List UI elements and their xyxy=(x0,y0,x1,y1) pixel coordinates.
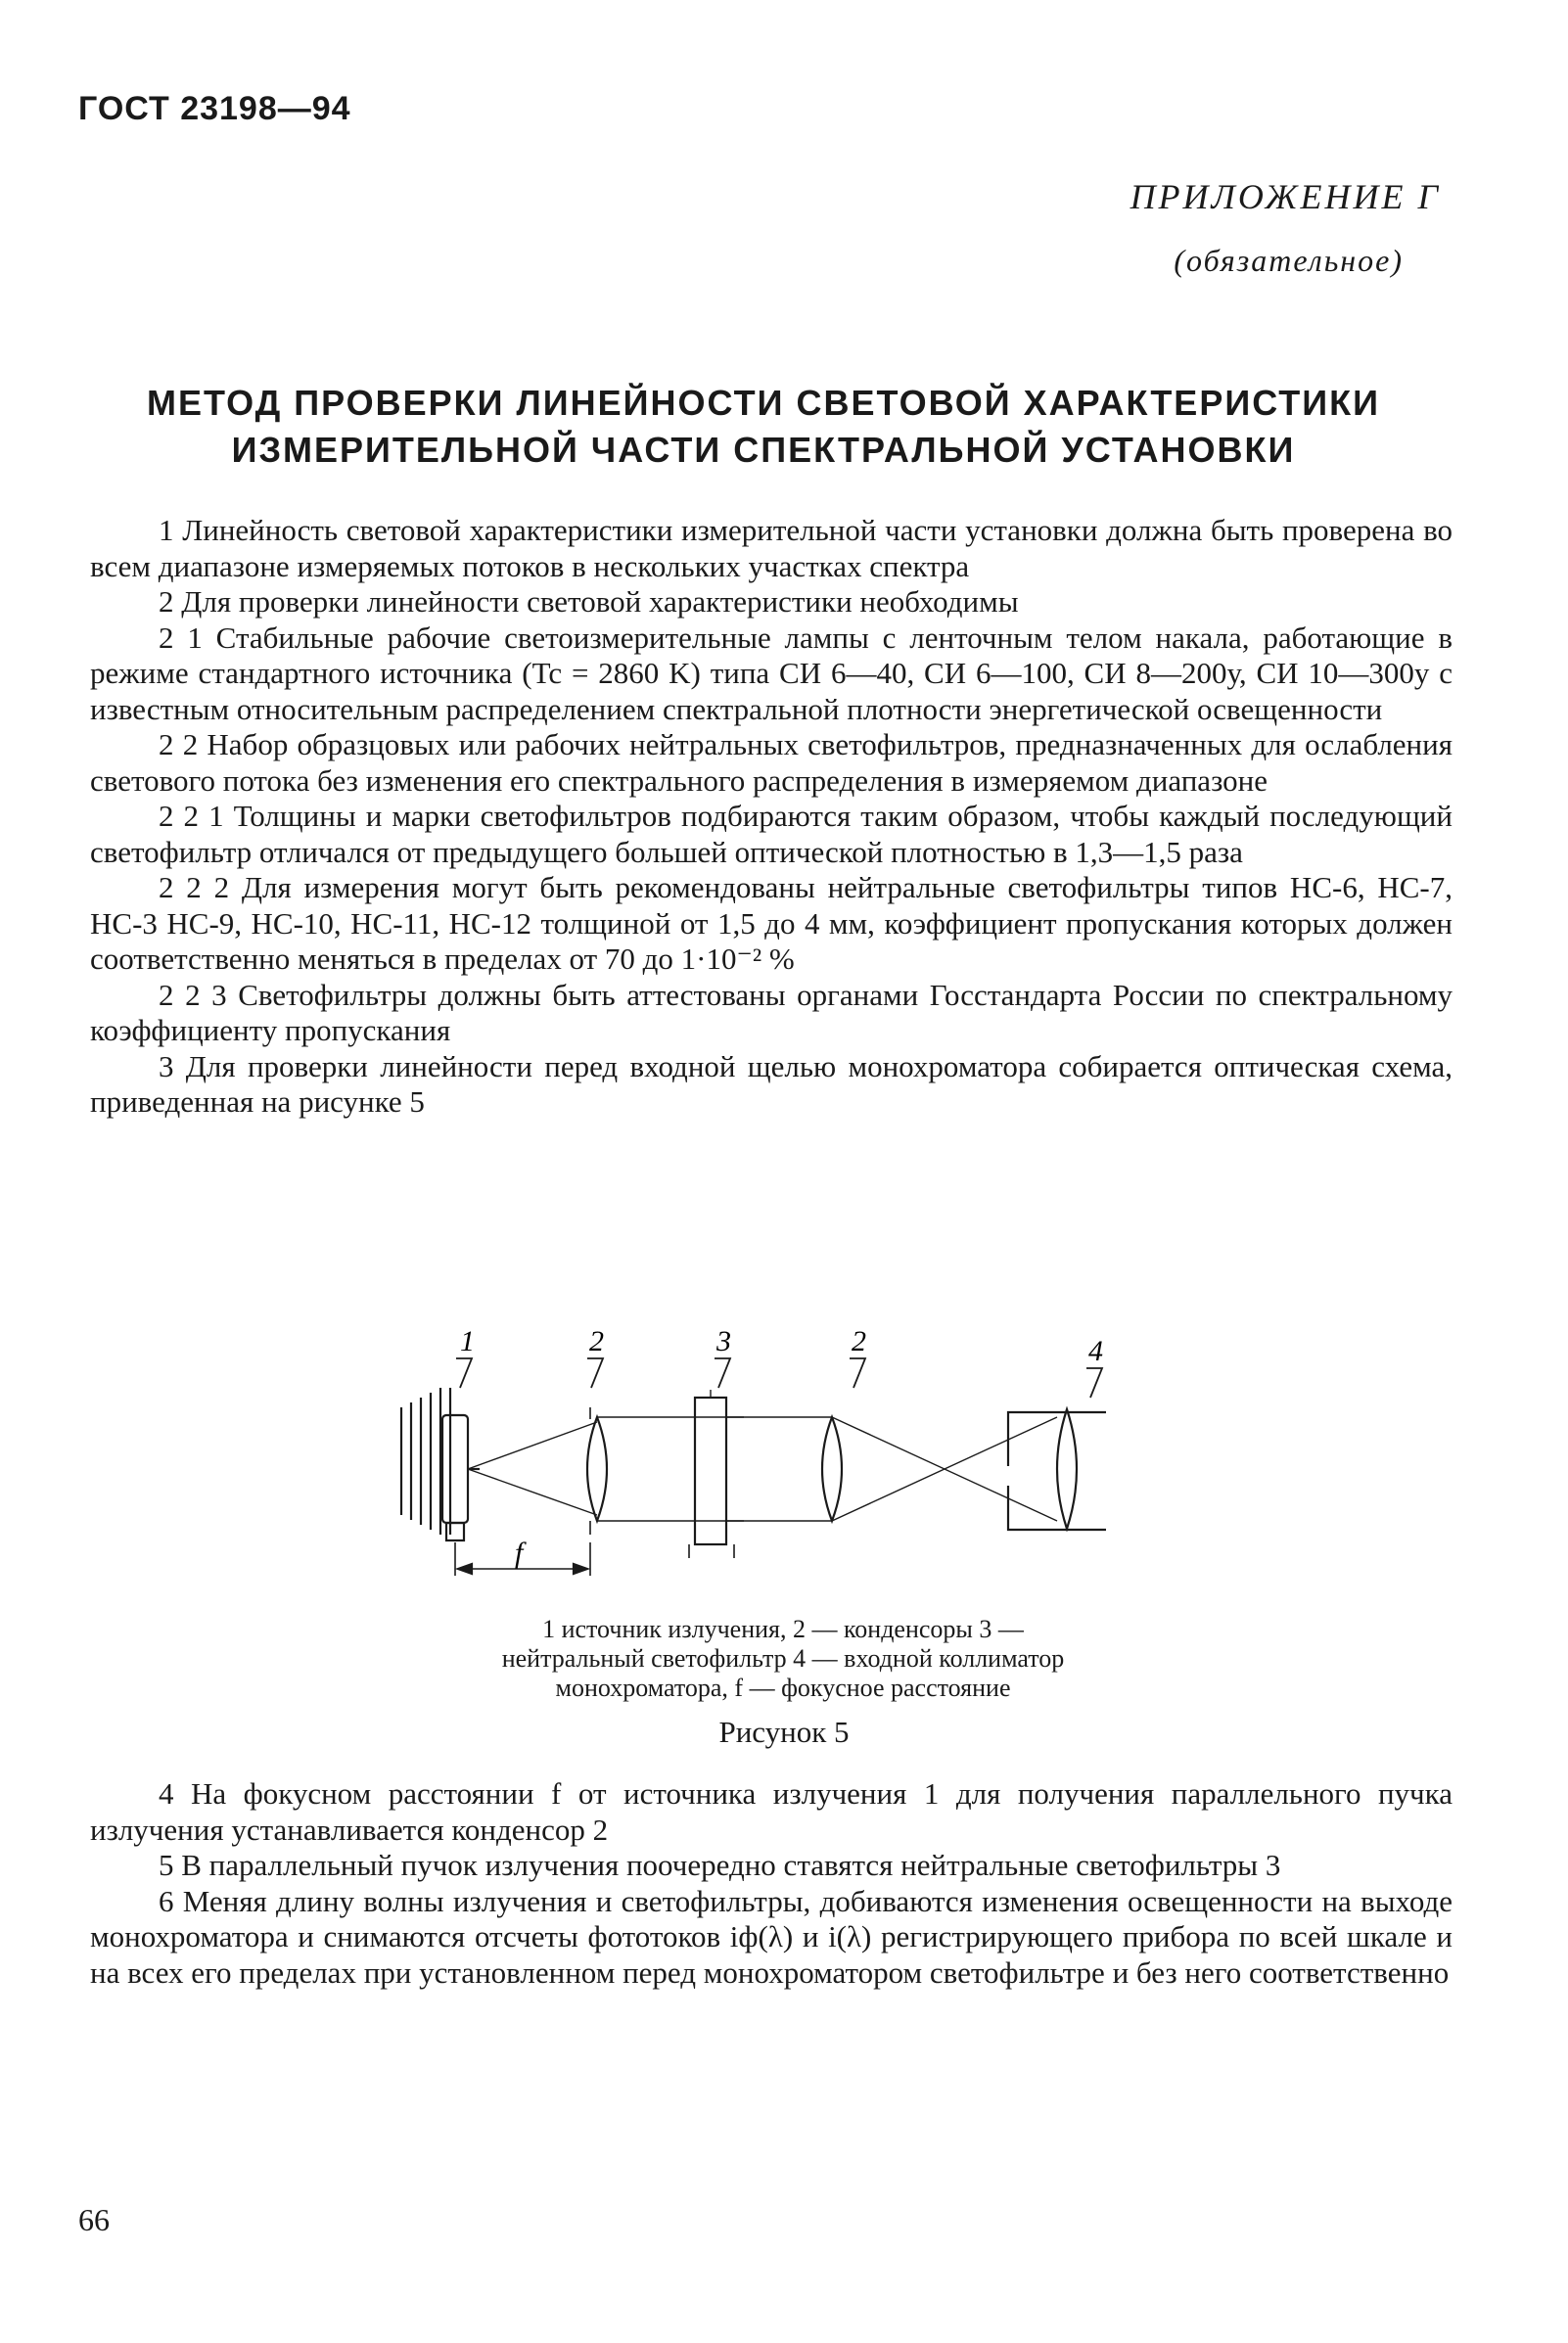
text-block-bottom xyxy=(90,1776,1453,1991)
title-line-1: МЕТОД ПРОВЕРКИ ЛИНЕЙНОСТИ СВЕТОВОЙ ХАРАКТЕРИСТИКИ xyxy=(146,383,1381,423)
paragraph-3: 3 Для проверки линейности перед входной щелью монохроматора собирается оптическая схема, приведенная на рисунке 5 xyxy=(90,1048,1453,1119)
paragraph-1: 1 Линейность световой характеристики измерительной части установки должна быть проверена во всем диапазоне измеряемых потоков в нескольких участках спектра xyxy=(90,513,1453,583)
page-number: 66 xyxy=(78,2202,110,2237)
radiation-source xyxy=(442,1415,468,1523)
paragraph-2-2: 2 2 Набор образцовых или рабочих нейтральных светофильтров, предназначенных для ослабления светового потока без изменения его спектрального распределения в измеряемом диапазоне xyxy=(90,727,1453,798)
focal-distance-label: f xyxy=(515,1537,524,1569)
document-code: ГОСТ 23198—94 xyxy=(78,90,351,127)
paragraph-6: 6 Меняя длину волны излучения и светофильтры, добиваются изменения освещенности на выходе монохроматора и снимаются отсчеты фототоков iф(λ) и i(λ) регистрирующего прибора по всей шкале и на всех его пределах при установленном перед монохроматором светофильтре и без него соответственно xyxy=(90,1883,1453,1990)
diagram-label-1: 1 xyxy=(460,1329,475,1357)
paragraph-2-2-3: 2 2 3 Светофильтры должны быть аттестованы органами Госстандарта России по спектральному коэффициенту пропускания xyxy=(90,977,1453,1047)
paragraph-2-1: 2 1 Стабильные рабочие светоизмерительные лампы с ленточным телом накала, работающие в режиме стандартного источника (Tc = 2860 K) типа СИ 6—40, СИ 6—100, СИ 8—200у, СИ 10—300у с известным относительным распределением спектральной плотности энергетической освещенности xyxy=(90,620,1453,726)
appendix-label: ПРИЛОЖЕНИЕ Г xyxy=(1130,177,1441,216)
optical-scheme-diagram xyxy=(382,1329,1126,1613)
diagram-label-3: 3 xyxy=(716,1329,731,1357)
diagram-label-2: 2 xyxy=(589,1329,604,1357)
title-line-2: ИЗМЕРИТЕЛЬНОЙ ЧАСТИ СПЕКТРАЛЬНОЙ УСТАНОВКИ xyxy=(231,430,1296,470)
paragraph-2-2-2: 2 2 2 Для измерения могут быть рекомендованы нейтральные светофильтры типов НС-6, НС-7, НС-3 НС-9, НС-10, НС-11, НС-12 толщиной от 1,5 до 4 мм, коэффициент пропускания которых должен соответственно меняться в пределах от 70 до 1·10⁻² % xyxy=(90,870,1453,976)
paragraph-5: 5 В параллельный пучок излучения поочередно ставятся нейтральные светофильтры 3 xyxy=(159,1848,1281,1882)
page-title xyxy=(78,380,1449,474)
diagram-label-4: 4 xyxy=(1088,1335,1103,1367)
text-block-top xyxy=(90,513,1453,1121)
condenser-lens-2 xyxy=(822,1417,842,1521)
paragraph-4: 4 На фокусном расстоянии f от источника излучения 1 для получения параллельного пучка излучения устанавливается конденсор 2 xyxy=(90,1776,1453,1847)
collimator-lens xyxy=(1057,1409,1077,1529)
condenser-lens-1 xyxy=(587,1417,607,1521)
figure-caption xyxy=(352,1615,1214,1703)
paragraph-2-2-1: 2 2 1 Толщины и марки светофильтров подбираются таким образом, чтобы каждый последующий светофильтр отличался от предыдущего большей оптической плотностью в 1,3—1,5 раза xyxy=(90,799,1453,869)
paragraph-2: 2 Для проверки линейности световой характеристики необходимы xyxy=(159,584,1019,619)
figure-title: Рисунок 5 xyxy=(718,1715,850,1749)
diagram-label-2b: 2 xyxy=(852,1329,866,1357)
appendix-status: (обязательное) xyxy=(1174,243,1404,278)
caption-line-1: 1 источник излучения, 2 — конденсоры 3 — xyxy=(542,1615,1024,1643)
neutral-filter xyxy=(695,1398,726,1544)
caption-line-2: нейтральный светофильтр 4 — входной коллиматор xyxy=(501,1644,1065,1673)
caption-line-3: монохроматора, f — фокусное расстояние xyxy=(555,1674,1011,1702)
